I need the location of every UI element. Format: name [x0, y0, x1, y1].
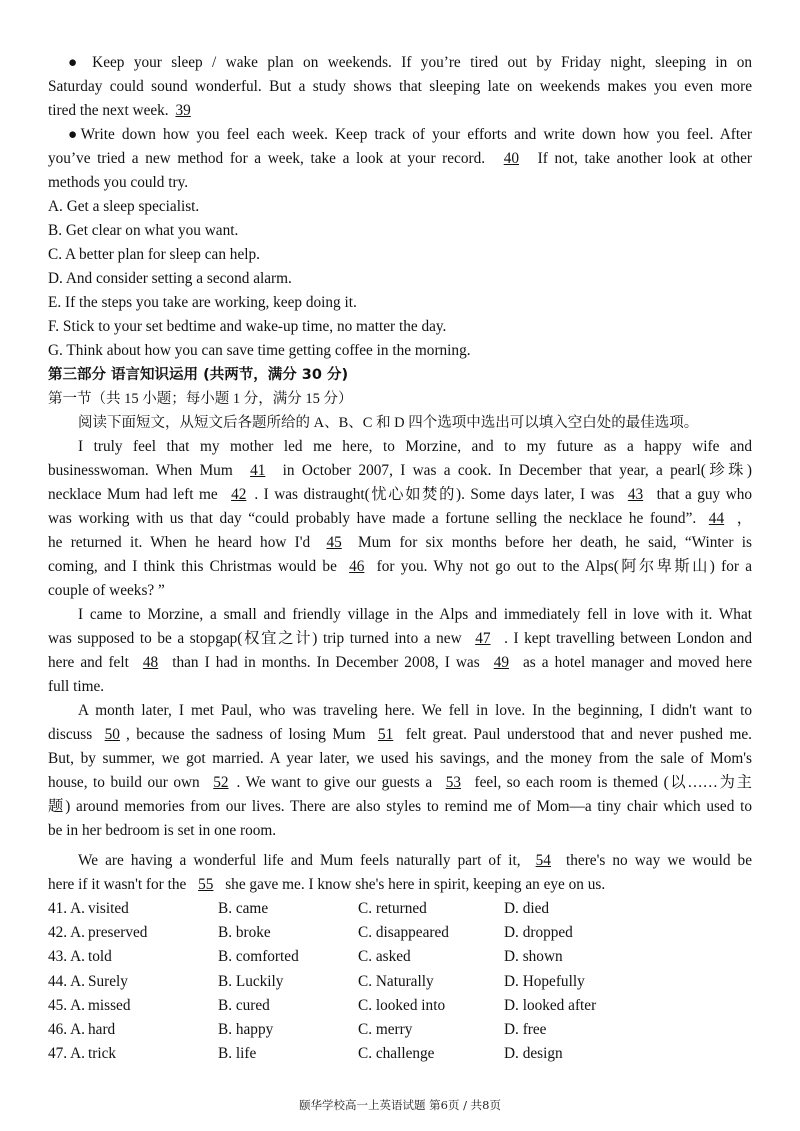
cloze-line: But, by summer, we got married. A year later, we used his savings, and the money from the sale of Mom's [48, 750, 752, 767]
blank-55: 55 [198, 876, 214, 893]
passage-line: methods you could try. [48, 174, 189, 191]
cloze-line: full time. [48, 678, 105, 695]
choice-c: C. looked into [358, 996, 446, 1014]
choice-b: B. cured [218, 996, 270, 1014]
blank-43: 43 [627, 486, 644, 503]
choice-c: C. Naturally [358, 972, 434, 990]
choice-d: D. design [504, 1045, 563, 1063]
option-a: A. Get a sleep specialist. [48, 198, 200, 215]
option-c: C. A better plan for sleep can help. [48, 246, 260, 263]
option-d: D. And consider setting a second alarm. [48, 270, 292, 287]
option-f: F. Stick to your set bedtime and wake-up time, no matter the day. [48, 318, 447, 335]
cloze-line: he returned it. When he heard how I'd 45 Mum for six months before her death, he said, “Winter is [48, 534, 752, 551]
question-number: 41. A. [48, 900, 85, 917]
question-number: 47. A. [48, 1045, 85, 1063]
blank-46: 46 [349, 558, 365, 575]
cloze-line: I came to Morzine, a small and friendly village in the Alps and immediately fell in love with it. What [78, 606, 752, 623]
cloze-line: house, to build our own 52 . We want to give our guests a 53 feel, so each room is themed (以……为主 [48, 774, 752, 791]
choice-d: D. Hopefully [504, 972, 585, 990]
passage-line: ● Keep your sleep / wake plan on weekends. If you’re tired out by Friday night, sleeping in on [68, 54, 752, 71]
cloze-line: discuss 50 , because the sadness of losing Mum 51 felt great. Paul understood that and never pushed me. [48, 726, 752, 743]
blank-53: 53 [445, 774, 461, 791]
cloze-line: here if it wasn't for the 55 she gave me. I know she's here in spirit, keeping an eye on us. [48, 876, 606, 893]
cloze-line: was working with us that day “could probably have made a fortune selling the necklace he found”. 44 ， [48, 510, 752, 527]
cloze-line: coming, and I think this Christmas would be 46 for you. Why not go out to the Alps(阿尔卑斯山) for a [48, 558, 752, 575]
question-number: 43. A. [48, 948, 85, 966]
blank-42: 42 [231, 486, 247, 503]
blank-40: 40 [503, 150, 519, 167]
blank-48: 48 [142, 654, 159, 671]
option-g: G. Think about how you can save time getting coffee in the morning. [48, 342, 471, 359]
cloze-line: A month later, I met Paul, who was traveling here. We fell in love. In the beginning, I didn't want to [78, 702, 752, 719]
option-e: E. If the steps you take are working, keep doing it. [48, 294, 357, 311]
choice-a: Surely [88, 972, 128, 990]
page-footer: 颐华学校高一上英语试题 第6页 / 共8页 [299, 1098, 501, 1112]
cloze-line: I truly feel that my mother led me here, to Morzine, and to my future as a happy wife and [78, 438, 752, 455]
passage-line: ●Write down how you feel each week. Keep track of your efforts and write down how you feel. After [68, 126, 752, 143]
choice-d: D. free [504, 1021, 547, 1038]
choice-c: C. returned [358, 900, 427, 917]
instruction-text: 阅读下面短文，从短文后各题所给的 A、B、C 和 D 四个选项中选出可以填入空白处的最佳选项。 [78, 415, 699, 431]
blank-47: 47 [475, 630, 491, 647]
part3-heading: 第三部分 语言知识运用 (共两节，满分 30 分) [48, 367, 349, 383]
choice-d: D. shown [504, 948, 563, 966]
cloze-line: 题) around memories from our lives. There are also styles to remind me of Mom—a tiny chair which used to [48, 798, 752, 815]
choice-c: C. asked [358, 948, 411, 966]
choice-b: B. happy [218, 1021, 274, 1038]
choice-a: hard [88, 1021, 116, 1038]
blank-51: 51 [377, 726, 394, 743]
choice-a: preserved [88, 924, 148, 942]
choice-b: B. Luckily [218, 972, 284, 990]
cloze-line: We are having a wonderful life and Mum feels naturally part of it, 54 there's no way we would be [78, 852, 752, 869]
blank-45: 45 [326, 534, 342, 551]
choice-c: C. disappeared [358, 924, 449, 942]
blank-50: 50 [104, 726, 120, 743]
choice-d: D. dropped [504, 924, 573, 942]
blank-41: 41 [250, 462, 266, 479]
cloze-line: be in her bedroom is set in one room. [48, 822, 277, 839]
choice-c: C. challenge [358, 1045, 435, 1063]
choice-a: visited [88, 900, 129, 917]
cloze-line: couple of weeks? ” [48, 582, 165, 599]
cloze-line: businesswoman. When Mum 41 in October 2007, I was a cook. In December that year, a pearl(珍珠) [48, 462, 752, 479]
blank-49: 49 [493, 654, 509, 671]
choice-c: C. merry [358, 1021, 413, 1038]
question-number: 42. A. [48, 924, 85, 942]
question-number: 46. A. [48, 1021, 85, 1038]
choice-b: B. comforted [218, 948, 299, 966]
choice-b: B. life [218, 1045, 257, 1063]
choice-d: D. looked after [504, 996, 597, 1014]
choice-a: told [88, 948, 112, 966]
cloze-line: was supposed to be a stopgap(权宜之计) trip turned into a new 47 . I kept travelling between London and [48, 630, 752, 647]
passage-line: tired the next week. 39 [48, 99, 752, 123]
cloze-line: here and felt 48 than I had in months. In December 2008, I was 49 as a hotel manager and moved here [48, 654, 752, 671]
choice-a: missed [88, 996, 131, 1014]
question-number: 45. A. [48, 996, 85, 1014]
choice-b: B. broke [218, 924, 271, 942]
question-number: 44. A. [48, 972, 85, 990]
choice-d: D. died [504, 900, 550, 917]
choice-b: B. came [218, 900, 269, 917]
option-b: B. Get clear on what you want. [48, 222, 239, 239]
blank-52: 52 [213, 774, 229, 791]
choice-a: trick [88, 1045, 117, 1063]
cloze-line: necklace Mum had left me 42 . I was distraught(忧心如焚的). Some days later, I was 43 that a guy who [48, 486, 752, 503]
blank-54: 54 [535, 852, 551, 869]
passage-line: Saturday could sound wonderful. But a study shows that sleeping late on weekends makes you even more [48, 78, 752, 95]
section1-heading: 第一节（共 15 小题；每小题 1 分，满分 15 分） [48, 391, 353, 407]
blank-39: 39 [175, 102, 191, 119]
blank-44: 44 [708, 510, 725, 527]
passage-line: you’ve tried a new method for a week, take a look at your record. 40 If not, take another look at other [48, 150, 752, 167]
